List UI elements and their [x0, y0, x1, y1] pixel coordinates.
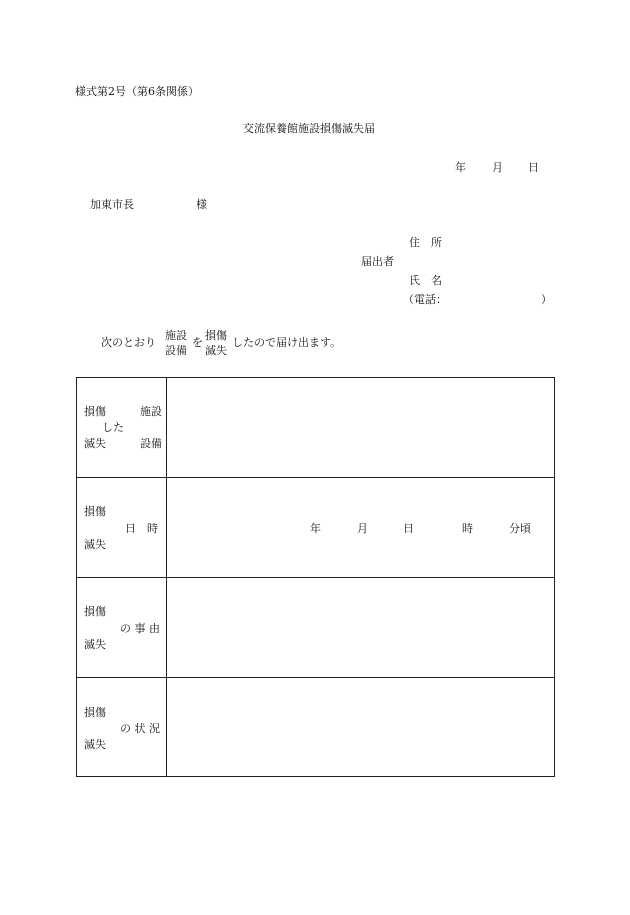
row3-label-loss: 滅失	[84, 638, 106, 651]
row1-label-loss: 滅失	[84, 437, 106, 450]
addressee-name: 加東市長	[90, 198, 134, 211]
form-title: 交流保養館施設損傷滅失届	[243, 122, 375, 135]
row1-label-equipment: 設備	[140, 437, 162, 450]
row2-hour-label: 時	[462, 522, 473, 535]
statement-action-options	[205, 328, 227, 358]
row2-minute-label: 分頃	[509, 522, 531, 535]
applicant-phone-close: ）	[541, 293, 552, 306]
row2-label-damage: 損傷	[84, 505, 106, 518]
row3-label-reason: の 事 由	[120, 622, 160, 635]
statement-action-option-1: 損傷	[205, 329, 227, 342]
statement-suffix: したので届け出ます。	[232, 336, 342, 349]
addressee-honorific: 様	[196, 198, 207, 211]
row1-value-cell[interactable]	[167, 378, 555, 477]
row2-day-label: 日	[403, 522, 414, 535]
form-number: 様式第2号（第6条関係）	[75, 85, 199, 98]
row1-label-did: した	[102, 421, 124, 434]
statement-object-options	[165, 328, 187, 358]
row3-label-damage: 損傷	[84, 605, 106, 618]
row4-label-loss: 滅失	[84, 738, 106, 751]
date-day-label: 日	[528, 161, 539, 174]
row2-value-cell[interactable]	[167, 478, 555, 577]
date-year-label: 年	[455, 161, 466, 174]
row4-label-condition: の 状 況	[120, 722, 160, 735]
statement-object-option-1: 施設	[165, 329, 187, 342]
row2-label-loss: 滅失	[84, 538, 106, 551]
row1-label-facility: 施設	[140, 405, 162, 418]
date-month-label: 月	[492, 161, 503, 174]
report-table	[76, 377, 555, 777]
row1-label-damage: 損傷	[84, 405, 106, 418]
row4-label-damage: 損傷	[84, 706, 106, 719]
statement-action-option-2: 滅失	[205, 344, 227, 357]
row2-label-datetime: 日 時	[125, 522, 158, 535]
statement-particle: を	[192, 336, 203, 349]
statement-prefix: 次のとおり	[101, 336, 156, 349]
applicant-label: 届出者	[361, 255, 394, 268]
row4-value-cell[interactable]	[167, 678, 555, 776]
applicant-phone-open: （電話：	[403, 293, 447, 306]
applicant-address-label: 住 所	[409, 236, 442, 249]
row3-value-cell[interactable]	[167, 578, 555, 677]
applicant-name-label: 氏 名	[409, 274, 442, 287]
row2-month-label: 月	[357, 522, 368, 535]
row2-year-label: 年	[310, 522, 321, 535]
statement-object-option-2: 設備	[165, 344, 187, 357]
